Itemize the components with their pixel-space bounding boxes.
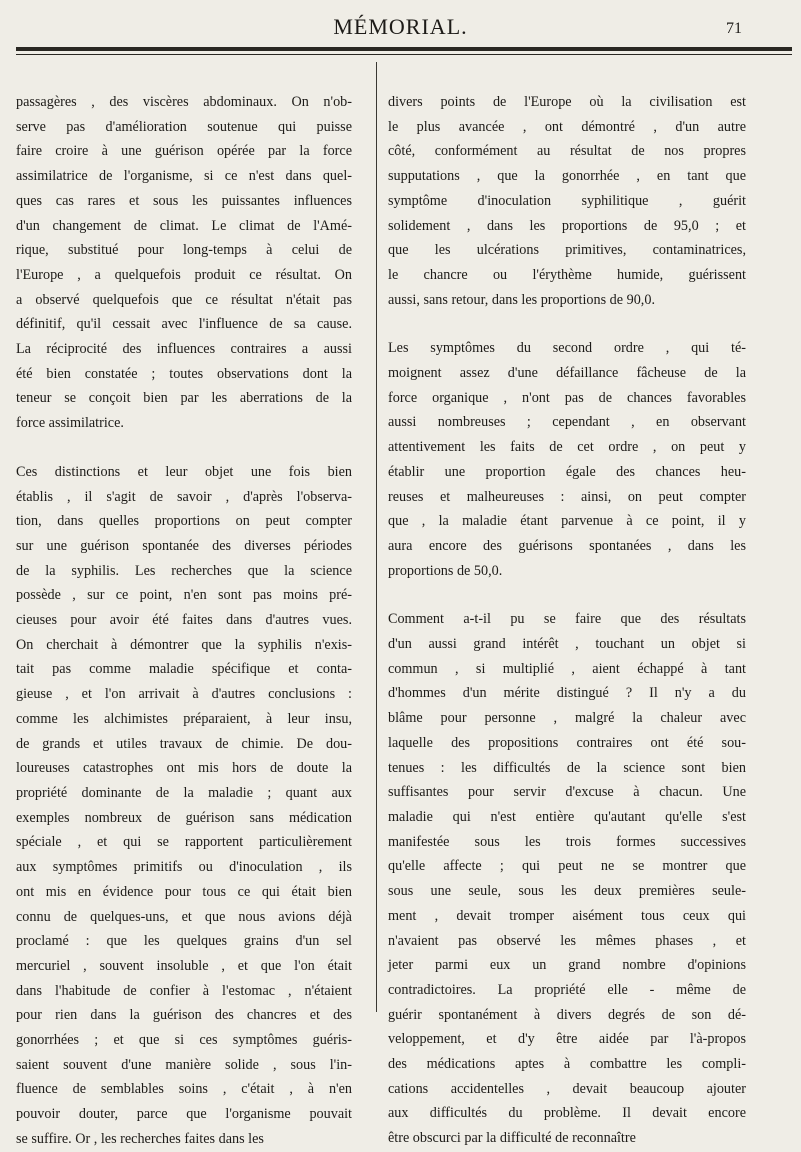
text-line: force organique , n'ont pas de chances favorables [388,389,746,406]
text-line: Ces distinctions et leur objet une fois bien [16,463,352,480]
text-line: suffisantes pour servir d'excuse à chacun. Une [388,784,746,801]
text-line: aux difficultés du problème. Il devait encore [388,1105,746,1122]
text-line: établir une proportion égale des chances heu- [388,463,746,480]
text-line: gonorrhées ; et que si ces symptômes guéris- [16,1032,352,1049]
text-line: aussi nombreuses ; cependant , en observant [388,414,746,431]
text-line: d'un changement de climat. Le climat de l'Amé- [16,217,352,234]
text-line: gieuse , et l'on arrivait à d'autres conclusions : [16,686,352,703]
text-line: établis , il s'agit de savoir , d'après l'observa- [16,488,352,505]
text-line: sous une seule, sous les deux premières seule- [388,883,746,900]
text-line: On cherchait à démontrer que la syphilis n'exis- [16,636,352,653]
text-line: spéciale , et qui se rapportent particulièrement [16,834,352,851]
text-line: connu de quelques-uns, et que nous avions déjà [16,908,352,925]
text-line: aura encore des guérisons spontanées , dans les [388,537,746,554]
text-line: serve pas d'amélioration soutenue qui puisse [16,118,352,135]
text-line: cieuses pour avoir été faites dans d'autres vues. [16,612,352,629]
text-line: reuses et malheureuses : ainsi, on peut compter [388,488,746,505]
paragraph [388,90,746,312]
text-line: faire croire à une guérison opérée par la force [16,143,352,160]
text-line: des médications aptes à combattre les compli- [388,1056,746,1073]
paragraph [16,460,352,1152]
text-line: de la syphilis. Les recherches que la science [16,562,352,579]
paragraph [388,336,746,583]
text-line: tenues : les difficultés de la science sont bien [388,759,746,776]
text-line: rique, substitué pour long-temps à celui de [16,242,352,259]
text-line: veloppement, et d'y être aidée par l'à-propos [388,1031,746,1048]
text-line: maladie qui n'est entière qu'autant qu'elle s'est [388,808,746,825]
page-number: 71 [726,20,742,37]
text-line: jeter parmi eux un grand nombre d'opinions [388,957,746,974]
text-line: ment , devait tromper aisément tous ceux qui [388,907,746,924]
text-line: passagères , des viscères abdominaux. On n'ob- [16,94,352,110]
text-line: symptôme d'inoculation syphilitique , guérit [388,192,746,209]
text-line: qu'elle affecte ; qui peut ne se montrer que [388,858,746,875]
text-line: guérir spontanément à divers degrés de son dé- [388,1006,746,1023]
text-line: moignent assez d'une défaillance fâcheuse de la [388,365,746,382]
text-line: possède , sur ce point, n'en sont pas moins pré- [16,587,352,604]
text-line: définitif, qu'il cessait avec l'influence de sa cause. [16,316,352,333]
paragraph [16,90,352,436]
text-line: comme les alchimistes préparaient, à leur insu, [16,710,352,727]
header-rule-thick [16,47,792,51]
text-line: se suffire. Or , les recherches faites dans les [16,1130,264,1147]
text-line: tait pas comme maladie spécifique et conta- [16,661,352,678]
text-line: que les ulcérations primitives, contaminatrices, [388,242,746,259]
paragraph [388,607,746,1150]
text-line: proclamé : que les quelques grains d'un sel [16,933,352,950]
text-line: pouvoir douter, parce que l'organisme pouvait [16,1106,352,1123]
running-title: MÉMORIAL. [333,14,468,39]
text-line: saient souvent d'une manière solide , sous l'in- [16,1056,352,1073]
text-line: d'hommes d'un mérite distingué ? Il n'y a du [388,685,746,702]
text-line: côté, conformément au résultat de nos propres [388,143,746,160]
right-column [388,90,746,1151]
text-line: mercuriel , souvent insoluble , et que l'on était [16,957,352,974]
text-line: manifestée sous les trois formes successives [388,833,746,850]
text-line: sur une guérison spontanée des diverses périodes [16,537,352,554]
text-line: loureuses catastrophes ont mis hors de doute la [16,760,352,777]
text-line: ont mis en évidence pour tous ce qui était bien [16,883,352,900]
text-line: assimilatrice de l'organisme, si ce n'est dans quel- [16,168,352,185]
text-line: contradictoires. La propriété elle - même de [388,981,746,998]
header-rule-thin [16,54,792,55]
text-line: de grands et utiles travaux de chimie. De dou- [16,735,352,752]
text-line: attentivement les faits de cet ordre , on peut y [388,439,746,456]
text-line: a observé quelquefois que ce résultat n'était pas [16,291,352,308]
text-line: proportions de 50,0. [388,562,503,579]
text-line: aussi, sans retour, dans les proportions de 90,0. [388,291,655,308]
text-line: teneur se conçoit bien par les aberrations de la [16,390,352,407]
left-column [16,90,352,1152]
text-line: l'Europe , a quelquefois produit ce résultat. On [16,266,352,283]
text-line: propriété dominante de la maladie ; quant aux [16,784,352,801]
text-line: aux symptômes primitifs ou d'inoculation , ils [16,859,352,876]
text-line: le plus avancée , ont démontré , d'un autre [388,118,746,135]
text-line: La réciprocité des influences contraires a aussi [16,341,352,358]
text-line: supputations , que la gonorrhée , en tant que [388,168,746,185]
text-line: solidement , dans les proportions de 95,0 ; et [388,217,746,234]
text-line: commun , si multiplié , aient échappé à tant [388,660,746,677]
text-line: exemples nombreux de guérison sans médication [16,809,352,826]
column-divider [376,62,377,1012]
text-line: fluence de semblables soins , c'était , à n'en [16,1081,352,1098]
text-line: être obscurci par la difficulté de reconnaître [388,1130,636,1147]
text-line: laquelle des propositions contraires ont été sou- [388,734,746,751]
text-line: Les symptômes du second ordre , qui té- [388,340,746,357]
text-line: n'avaient pas observé les mêmes phases , et [388,932,746,949]
text-line: cations accidentelles , devait beaucoup ajouter [388,1080,746,1097]
text-line: tion, dans quelles proportions on peut compter [16,513,352,530]
text-line: Comment a-t-il pu se faire que des résultats [388,611,746,628]
text-line: force assimilatrice. [16,415,124,432]
text-line: blâme pour personne , malgré la chaleur avec [388,710,746,727]
text-line: le chancre ou l'érythème humide, guérissent [388,266,746,283]
text-line: divers points de l'Europe où la civilisation est [388,94,746,110]
text-line: d'un aussi grand intérêt , touchant un objet si [388,636,746,653]
text-line: que , la maladie étant parvenue à ce point, il y [388,513,746,530]
text-line: été bien constatée ; toutes observations dont la [16,365,352,382]
text-line: pour rien dans la guérison des chancres et des [16,1007,352,1024]
text-line: ques cas rares et sous les puissantes influences [16,192,352,209]
text-line: dans l'habitude de confier à l'estomac , n'étaient [16,982,352,999]
